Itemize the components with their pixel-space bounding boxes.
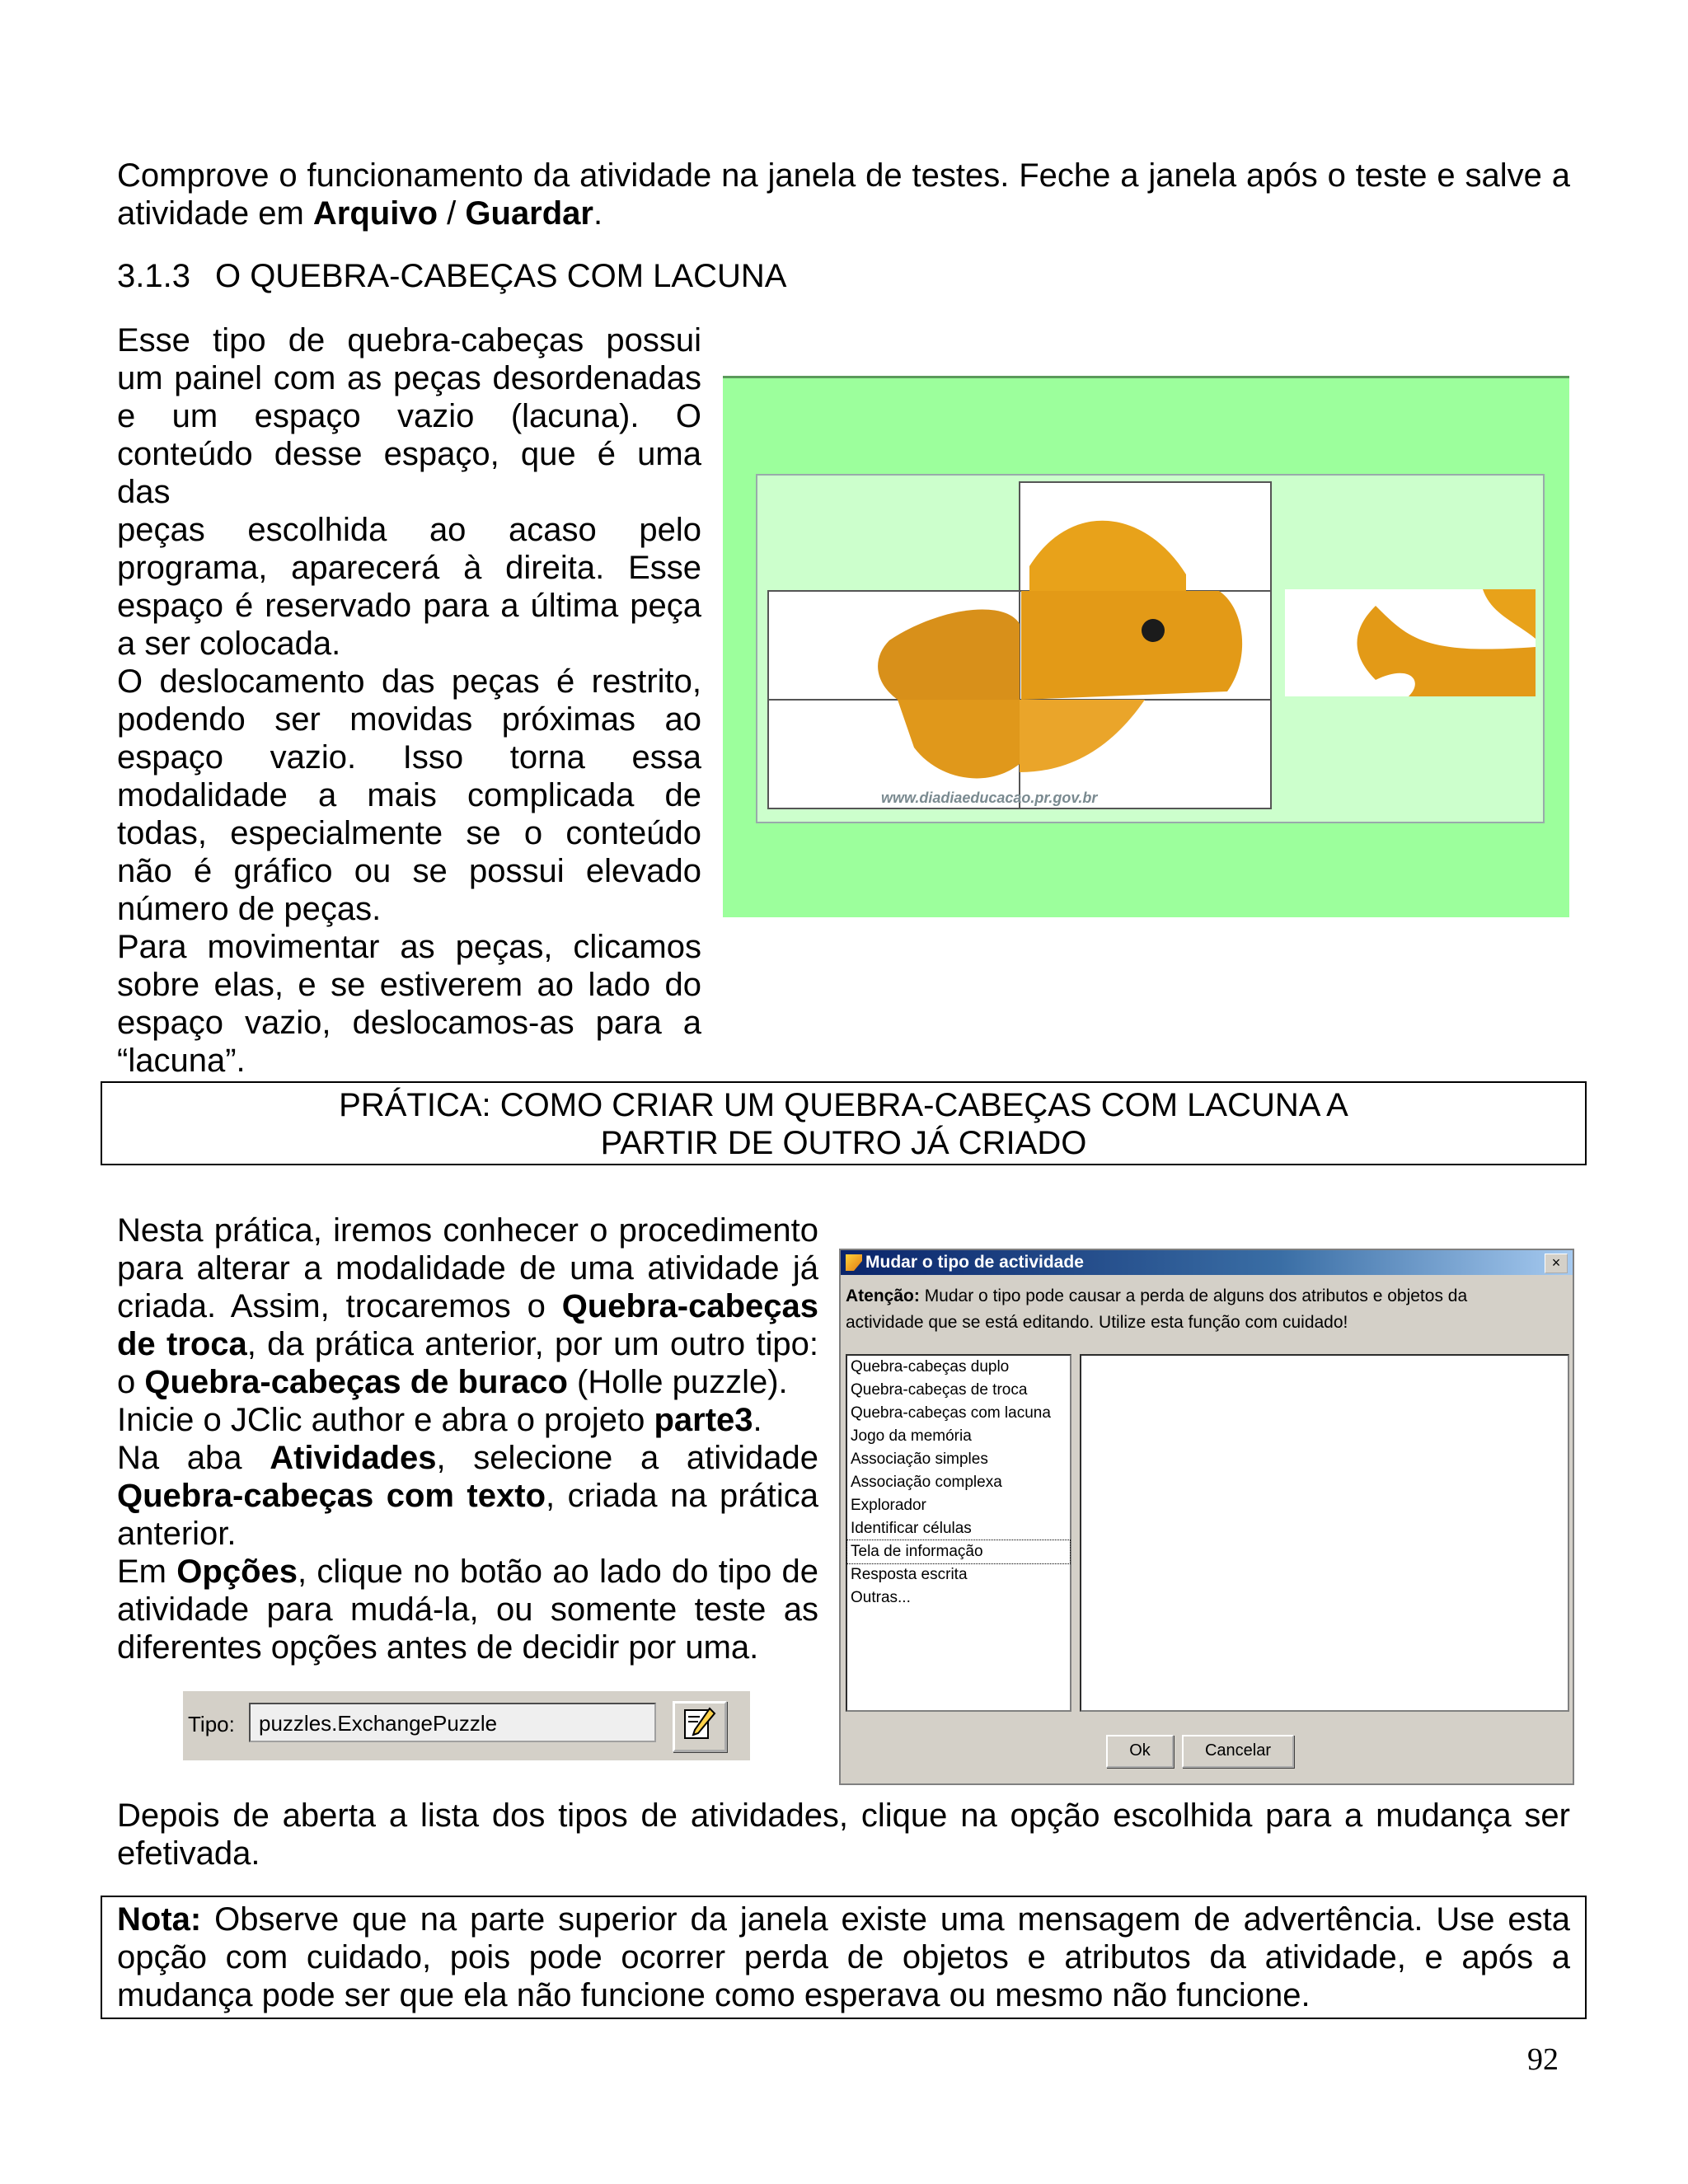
type-label: Tipo: [188, 1712, 235, 1736]
section-body-line: não é gráfico ou se possui elevado [117, 853, 701, 889]
practice-text: , selecione a atividade [436, 1440, 818, 1476]
cancel-button[interactable]: Cancelar [1182, 1735, 1294, 1768]
activity-type-list[interactable] [846, 1354, 1071, 1712]
activity-type-item[interactable]: Associação simples [851, 1451, 988, 1468]
hole-puzzle-image [723, 376, 1569, 917]
watermark: www.diadiaeducacao.pr.gov.br [881, 790, 1098, 806]
section-body-line: espaço é reservado para a última peça [117, 588, 701, 624]
fish-tail-piece [1285, 589, 1536, 696]
ok-button[interactable]: Ok [1106, 1735, 1174, 1768]
dialog-title: Mudar o tipo de actividade [865, 1253, 1084, 1272]
section-body-line: “lacuna”. [117, 1043, 246, 1079]
section-body-line: podendo ser movidas próximas ao [117, 701, 701, 738]
practice-bold: Opções [176, 1554, 298, 1590]
practice-bold: Quebra-cabeças de buraco [144, 1364, 568, 1400]
section-body-line: programa, aparecerá à direita. Esse [117, 550, 701, 586]
section-body-line: peças escolhida ao acaso pelo [117, 512, 701, 548]
activity-type-item[interactable]: Quebra-cabeças com lacuna [851, 1404, 1051, 1422]
warning-text: Mudar o tipo pode causar a perda de alguns dos atributos e objetos da [919, 1286, 1468, 1305]
section-body-line: número de peças. [117, 891, 382, 927]
dialog-titlebar [841, 1250, 1573, 1275]
intro-period: . [593, 195, 603, 232]
practice-bold: Quebra-cabeças [561, 1288, 818, 1324]
practice-heading-box [101, 1081, 1587, 1165]
section-body-line: espaço vazio, deslocamos-as para a [117, 1005, 701, 1041]
section-body-line: a ser colocada. [117, 626, 341, 662]
missing-piece [1285, 589, 1536, 696]
edit-icon [675, 1704, 720, 1745]
section-body-line: O deslocamento das peças é restrito, [117, 663, 701, 700]
intro-line-2 [117, 194, 603, 232]
practice-text: Inicie o JClic author e abra o projeto [117, 1402, 654, 1438]
section-body-line: todas, especialmente se o conteúdo [117, 815, 701, 851]
intro-line-1: Comprove o funcionamento da atividade na janela de testes. Feche a janela após o teste e salve a [117, 157, 1570, 194]
practice-text: . [753, 1402, 762, 1438]
change-type-button[interactable] [673, 1701, 727, 1752]
page-number: 92 [1527, 2042, 1559, 2077]
note-text: Observe que na parte superior da janela existe uma mensagem de advertência. Use esta [201, 1901, 1570, 1938]
practice-line: diferentes opções antes de decidir por uma. [117, 1629, 759, 1666]
practice-heading-line-2: PARTIR DE OUTRO JÁ CRIADO [600, 1125, 1087, 1161]
activity-type-item[interactable]: Outras... [851, 1589, 911, 1606]
section-body-line: conteúdo desse espaço, que é uma das [117, 436, 701, 510]
practice-line: Nesta prática, iremos conhecer o procedimento [117, 1212, 818, 1249]
activity-type-item[interactable]: Quebra-cabeças de troca [851, 1381, 1028, 1399]
note-line-1 [117, 1900, 1570, 1938]
section-body-line: sobre elas, e se estiverem ao lado do [117, 967, 701, 1003]
practice-line [117, 1439, 818, 1477]
activity-type-item[interactable]: Resposta escrita [851, 1566, 968, 1583]
note-line-2: opção com cuidado, pois pode ocorrer perda de objetos e atributos da atividade, e após a [117, 1939, 1570, 1975]
change-activity-type-dialog [839, 1249, 1574, 1785]
practice-line [117, 1363, 818, 1401]
after-line-1: Depois de aberta a lista dos tipos de atividades, clique na opção escolhida para a mudança ser [117, 1797, 1570, 1834]
activity-description-panel [1080, 1354, 1569, 1712]
activity-type-item[interactable]: Tela de informação [847, 1540, 1070, 1563]
practice-text: o [117, 1364, 145, 1400]
note-line-3: mudança pode ser que ela não funcione como esperava ou mesmo não funcione. [117, 1977, 1311, 2013]
menu-guardar: Guardar [465, 195, 593, 232]
intro-text: atividade em [117, 195, 313, 232]
after-line-2: efetivada. [117, 1835, 260, 1872]
section-number: 3.1.3 [117, 258, 190, 294]
section-body-line: e um espaço vazio (lacuna). O [117, 398, 701, 434]
type-field[interactable]: puzzles.ExchangePuzzle [249, 1703, 656, 1742]
intro-separator: / [438, 195, 466, 232]
practice-body [117, 1212, 818, 1666]
practice-line [117, 1287, 818, 1325]
section-body-line: modalidade a mais complicada de [117, 777, 701, 813]
menu-arquivo: Arquivo [312, 195, 438, 232]
section-title: O QUEBRA-CABEÇAS COM LACUNA [214, 258, 787, 294]
practice-line [117, 1401, 818, 1439]
practice-text: , da prática anterior, por um outro tipo: [246, 1326, 818, 1362]
practice-bold: de troca [117, 1326, 247, 1362]
close-icon[interactable]: × [1545, 1254, 1568, 1273]
practice-text: , clique no botão ao lado do tipo de [298, 1554, 818, 1590]
note-box [101, 1896, 1587, 2019]
section-body-line: Para movimentar as peças, clicamos [117, 929, 701, 965]
activity-type-item[interactable]: Identificar células [851, 1520, 972, 1537]
section-body-line: espaço vazio. Isso torna essa [117, 739, 701, 776]
note-label: Nota: [117, 1901, 202, 1938]
practice-line [117, 1325, 818, 1363]
activity-type-item[interactable]: Quebra-cabeças duplo [851, 1358, 1010, 1376]
section-heading [117, 257, 786, 295]
practice-text: , criada na prática [546, 1478, 819, 1514]
activity-type-item[interactable]: Explorador [851, 1497, 926, 1514]
practice-text: (Holle puzzle). [567, 1364, 788, 1400]
practice-line [117, 1477, 818, 1515]
practice-text: criada. Assim, trocaremos o [117, 1288, 562, 1324]
practice-bold: Quebra-cabeças com texto [117, 1478, 546, 1514]
activity-type-item[interactable]: Jogo da memória [851, 1427, 972, 1445]
practice-line: anterior. [117, 1516, 237, 1552]
jclic-app-icon [846, 1254, 862, 1271]
practice-line: para alterar a modalidade de uma atividade já [117, 1250, 818, 1286]
practice-line: atividade para mudá-la, ou somente teste as [117, 1591, 818, 1628]
warning-message [846, 1283, 1554, 1336]
section-body [117, 321, 701, 1080]
warning-text: actividade que se está editando. Utilize esta função com cuidado! [846, 1313, 1348, 1332]
practice-heading-line-1: PRÁTICA: COMO CRIAR UM QUEBRA-CABEÇAS COM LACUNA A [339, 1087, 1348, 1123]
practice-text: Na aba [117, 1440, 270, 1476]
activity-type-item[interactable]: Associação complexa [851, 1474, 1002, 1491]
practice-bold: parte3 [654, 1402, 753, 1438]
section-body-line: um painel com as peças desordenadas [117, 360, 701, 396]
practice-text: Em [117, 1554, 177, 1590]
warning-label: Atenção: [846, 1286, 920, 1305]
practice-line [117, 1553, 818, 1591]
section-body-line: Esse tipo de quebra-cabeças possui [117, 322, 701, 359]
practice-bold: Atividades [270, 1440, 437, 1476]
activity-type-bar [183, 1691, 750, 1760]
